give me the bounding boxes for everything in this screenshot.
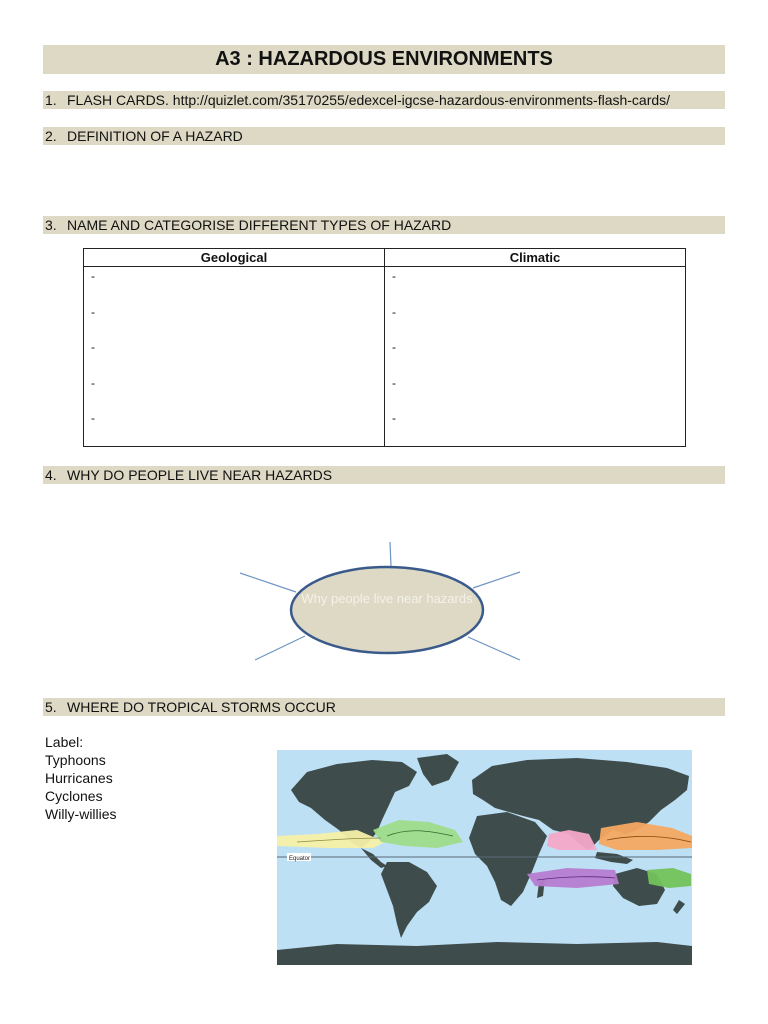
spoke-line [468, 637, 520, 660]
list-dash: - [392, 375, 396, 390]
climatic-cell[interactable] [385, 267, 686, 447]
label-item: Willy-willies [45, 806, 117, 822]
spoke-line [240, 573, 296, 592]
center-bubble [291, 567, 483, 653]
land-antarctica [277, 942, 692, 965]
section-heading: NAME AND CATEGORISE DIFFERENT TYPES OF HAZARD [67, 217, 452, 233]
list-dash: - [91, 340, 95, 354]
world-map [277, 750, 692, 965]
list-dash: - [392, 304, 396, 319]
hazard-types-table [83, 248, 686, 447]
label-item: Typhoons [45, 752, 106, 768]
section-tropical-storms [43, 698, 725, 716]
section-flash-cards [43, 91, 725, 109]
label-item: Hurricanes [45, 770, 113, 786]
spoke-line [473, 572, 520, 588]
list-dash: - [392, 340, 396, 354]
list-dash: - [392, 269, 396, 283]
section-heading[interactable]: FLASH CARDS. http://quizlet.com/35170255/edexcel-igcse-hazardous-environments-flash-cards/ [67, 92, 671, 108]
label-item: Cyclones [45, 788, 103, 804]
geological-cell[interactable] [84, 267, 385, 447]
label-heading: Label: [45, 734, 84, 750]
section-types [43, 216, 725, 234]
section-definition [43, 127, 725, 145]
center-bubble-label: Why people live near hazards [301, 591, 473, 606]
list-dash: - [91, 375, 95, 390]
spoke-line [390, 542, 391, 566]
label-list [45, 733, 117, 823]
section-number: 3. [45, 217, 57, 233]
page-title: A3 : HAZARDOUS ENVIRONMENTS [215, 48, 553, 70]
section-heading: WHERE DO TROPICAL STORMS OCCUR [67, 699, 336, 715]
section-number: 4. [45, 467, 57, 483]
list-dash: - [392, 411, 396, 425]
list-dash: - [91, 269, 95, 283]
list-dash: - [91, 411, 95, 425]
section-why-live [43, 466, 725, 484]
spoke-line [255, 636, 305, 660]
section-heading: DEFINITION OF A HAZARD [67, 128, 243, 144]
section-number: 5. [45, 699, 57, 715]
list-dash: - [91, 304, 95, 319]
section-heading: WHY DO PEOPLE LIVE NEAR HAZARDS [67, 467, 333, 483]
column-header-geological: Geological [84, 249, 385, 267]
column-header-climatic: Climatic [385, 249, 686, 267]
title-bar [43, 45, 725, 74]
section-number: 2. [45, 128, 57, 144]
equator-label: Equator [289, 856, 311, 862]
section-number: 1. [45, 92, 57, 108]
